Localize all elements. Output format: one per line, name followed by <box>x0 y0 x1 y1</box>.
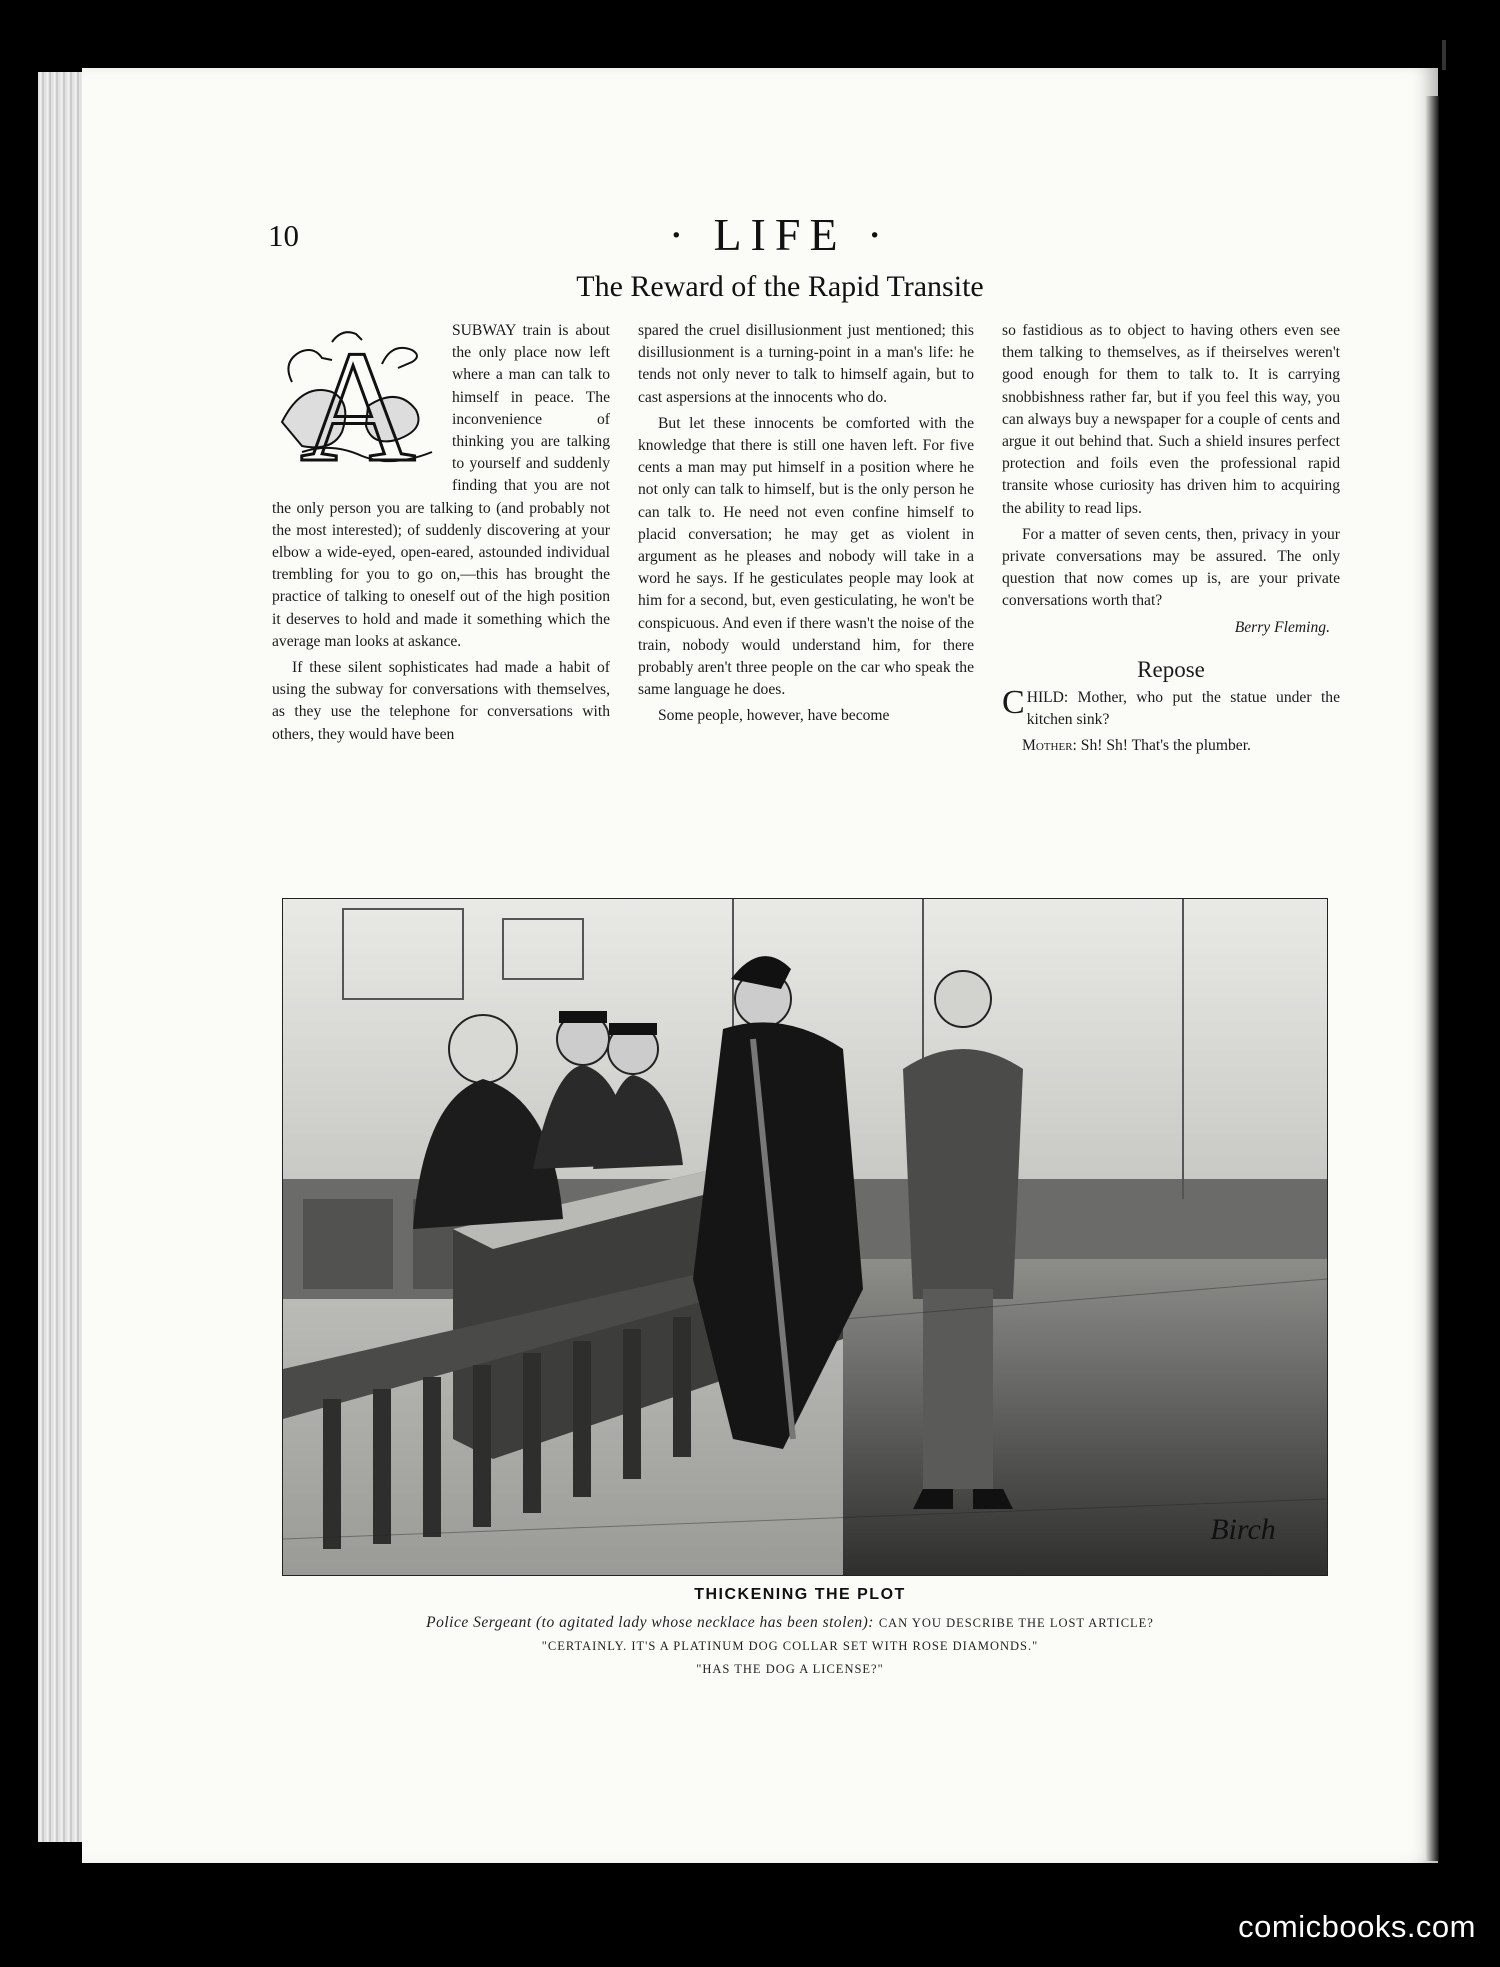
cartoon-illustration <box>282 898 1328 1576</box>
artist-signature: Birch <box>1210 1513 1276 1546</box>
repose-paragraph <box>1002 684 1340 731</box>
article-paragraph: If these silent sophisticates had made a habit of using the subway for conversations with themselves, as they use the telephone for conversations with others, they would have been <box>272 659 610 743</box>
page-number: 10 <box>268 218 299 253</box>
article-column-1 <box>272 320 610 750</box>
page-binding-shadow <box>1425 96 1439 1861</box>
cartoon-caption-title: THICKENING THE PLOT <box>694 1586 906 1603</box>
article-paragraph: SUBWAY train is about the only place now left where a man can talk to himself in peace. The inconvenience of thinking you are talking to yourself and suddenly finding that you are not the only person you are talking to (and probably not the most interested); of suddenly discovering at your elbow a wide-eyed, open-eared, astounded individual trembling for you to go on,—this has brought the practice of talking to oneself out of the high position it deserves to hold and made it something which the average man looks at askance. <box>272 322 610 650</box>
article-title: The Reward of the Rapid Transite <box>576 270 984 303</box>
dropcap-letter: A <box>300 322 416 478</box>
repose-line-1: HILD: Mother, who put the statue under the kitchen sink? <box>1026 689 1340 729</box>
illuminated-dropcap-geese-icon <box>272 322 444 478</box>
repose-dropcap: C <box>1002 684 1025 722</box>
cartoon-caption-line-3: "HAS THE DOG A LICENSE?" <box>696 1662 884 1676</box>
site-watermark: comicbooks.com <box>1238 1909 1476 1944</box>
article-paragraph: But let these innocents be comforted with the knowledge that there is still one haven left. For five cents a man may put himself in a position where he not only can talk to himself, but is the only person he can talk to. He need not even confine himself to placid conversation; he may get as violent in argument as he pleases and nobody will take in a word he says. If he gesticulates people may look at him for a second, but, even gesticulating, he won't be conspicuous. And even if there wasn't the noise of the train, nobody would understand him, for there probably aren't three people on the car who speak the same language he does. <box>638 414 974 699</box>
caption-question-1: CAN YOU DESCRIBE THE LOST ARTICLE? <box>878 1616 1154 1630</box>
police-station-drawing <box>283 899 1327 1575</box>
repose-speaker: Mother: <box>1022 737 1077 755</box>
article-paragraph: spared the cruel disillusionment just mentioned; this disillusionment is a turning-point in a man's life: he tends not only never to talk to himself again, but to cast aspersions at the innocents who do. <box>638 322 974 406</box>
repose-paragraph <box>1002 735 1340 757</box>
gutter-mark <box>1442 40 1446 70</box>
masthead-title: · LIFE · <box>668 209 892 260</box>
cartoon-caption-line-1 <box>240 1614 1340 1632</box>
repose-title: Repose <box>1137 656 1205 682</box>
cartoon-caption-line-2: "CERTAINLY. IT'S A PLATINUM DOG COLLAR SET WITH ROSE DIAMONDS." <box>541 1639 1039 1653</box>
article-paragraph: For a matter of seven cents, then, privacy in your private conversations may be assured. The only question that now comes up is, are your private conversations worth that? <box>1002 525 1340 610</box>
article-paragraph: Some people, however, have become <box>658 707 890 725</box>
article-column-3 <box>1002 320 1340 762</box>
article-column-2 <box>638 320 974 732</box>
article-byline: Berry Fleming. <box>1234 618 1330 636</box>
caption-speaker: Police Sergeant (to agitated lady whose necklace has been stolen): <box>426 1614 874 1631</box>
article-paragraph: so fastidious as to object to having others even see them talking to themselves, as if theirselves weren't good enough for them to talk to. It is carrying snobbishness rather far, but if you feel this way, you can always buy a newspaper for a couple of cents and argue it out behind that. Such a shield insures perfect protection and foils even the professional rapid transite whose curiosity has driven him to acquiring the ability to read lips. <box>1002 322 1340 517</box>
repose-line-2: Sh! Sh! That's the plumber. <box>1080 737 1251 755</box>
